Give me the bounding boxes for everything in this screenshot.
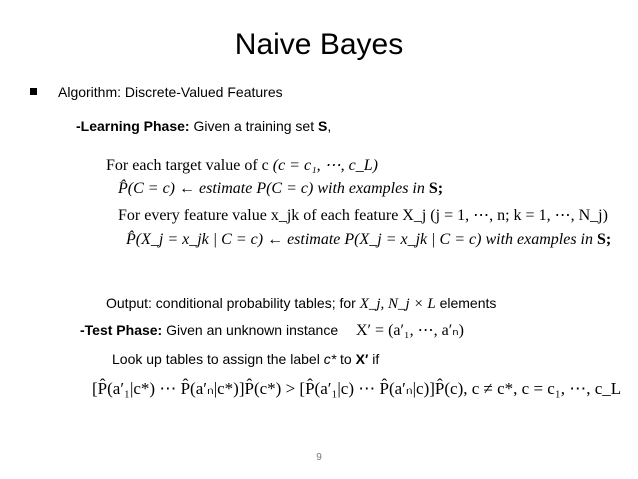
training-set-symbol: S — [318, 118, 328, 134]
lookup-xprime: X′ — [355, 351, 369, 367]
learning-phase-line — [76, 118, 331, 134]
slide-title: Naive Bayes — [234, 28, 404, 61]
lookup-if: if — [372, 351, 380, 367]
output-math: X_j, N_j × L — [359, 296, 436, 312]
output-line — [106, 295, 496, 313]
formula-line-1-text: For each target value of c — [106, 157, 269, 174]
formula-line-3: For every feature value x_jk of each feature X_j (j = 1, ⋯, n; k = 1, ⋯, N_j) — [118, 207, 608, 224]
learning-punct: , — [327, 118, 332, 134]
learning-phase-label: -Learning Phase: — [76, 118, 190, 134]
test-instance-math: X′ = (a′₁, ⋯, a′ₙ) — [356, 322, 464, 339]
formula-line-4-text: P̂(X_j = x_jk | C = c) ← estimate P(X_j = x_jk | C = c) with examples in — [126, 231, 593, 248]
formula-line-1 — [106, 155, 378, 175]
formula-line-4-bold: S; — [596, 231, 612, 248]
lookup-to: to — [340, 351, 352, 367]
lookup-text: Look up tables to assign the label — [112, 351, 320, 367]
formula-line-4 — [126, 231, 611, 249]
lookup-line — [112, 351, 379, 367]
learning-phase-text: Given a training set — [193, 118, 315, 134]
formula-line-2 — [118, 180, 443, 198]
classification-inequality: [P̂(a′₁|c*) ⋯ P̂(a′ₙ|c*)]P̂(c*) > [P̂(a′₁|c) ⋯ P̂(a′ₙ|c)]P̂(c), c ≠ c*, c = c₁, ⋯, c_L — [92, 379, 622, 398]
bullet-square-icon — [30, 88, 37, 95]
test-phase-label: -Test Phase: — [80, 322, 163, 338]
output-text: Output: conditional probability tables; for — [106, 295, 356, 311]
formula-line-2-bold: S; — [428, 180, 444, 197]
page-number: 9 — [316, 452, 322, 463]
test-phase-line — [80, 322, 338, 338]
formula-line-1-tail: (c = c₁, ⋯, c_L) — [272, 157, 378, 174]
test-phase-text: Given an unknown instance — [166, 322, 339, 338]
formula-line-2-text: P̂(C = c) ← estimate P(C = c) with examples in — [118, 180, 425, 197]
bullet-text: Algorithm: Discrete-Valued Features — [58, 84, 283, 100]
lookup-cstar: c* — [323, 351, 337, 367]
output-tail: elements — [439, 295, 497, 311]
